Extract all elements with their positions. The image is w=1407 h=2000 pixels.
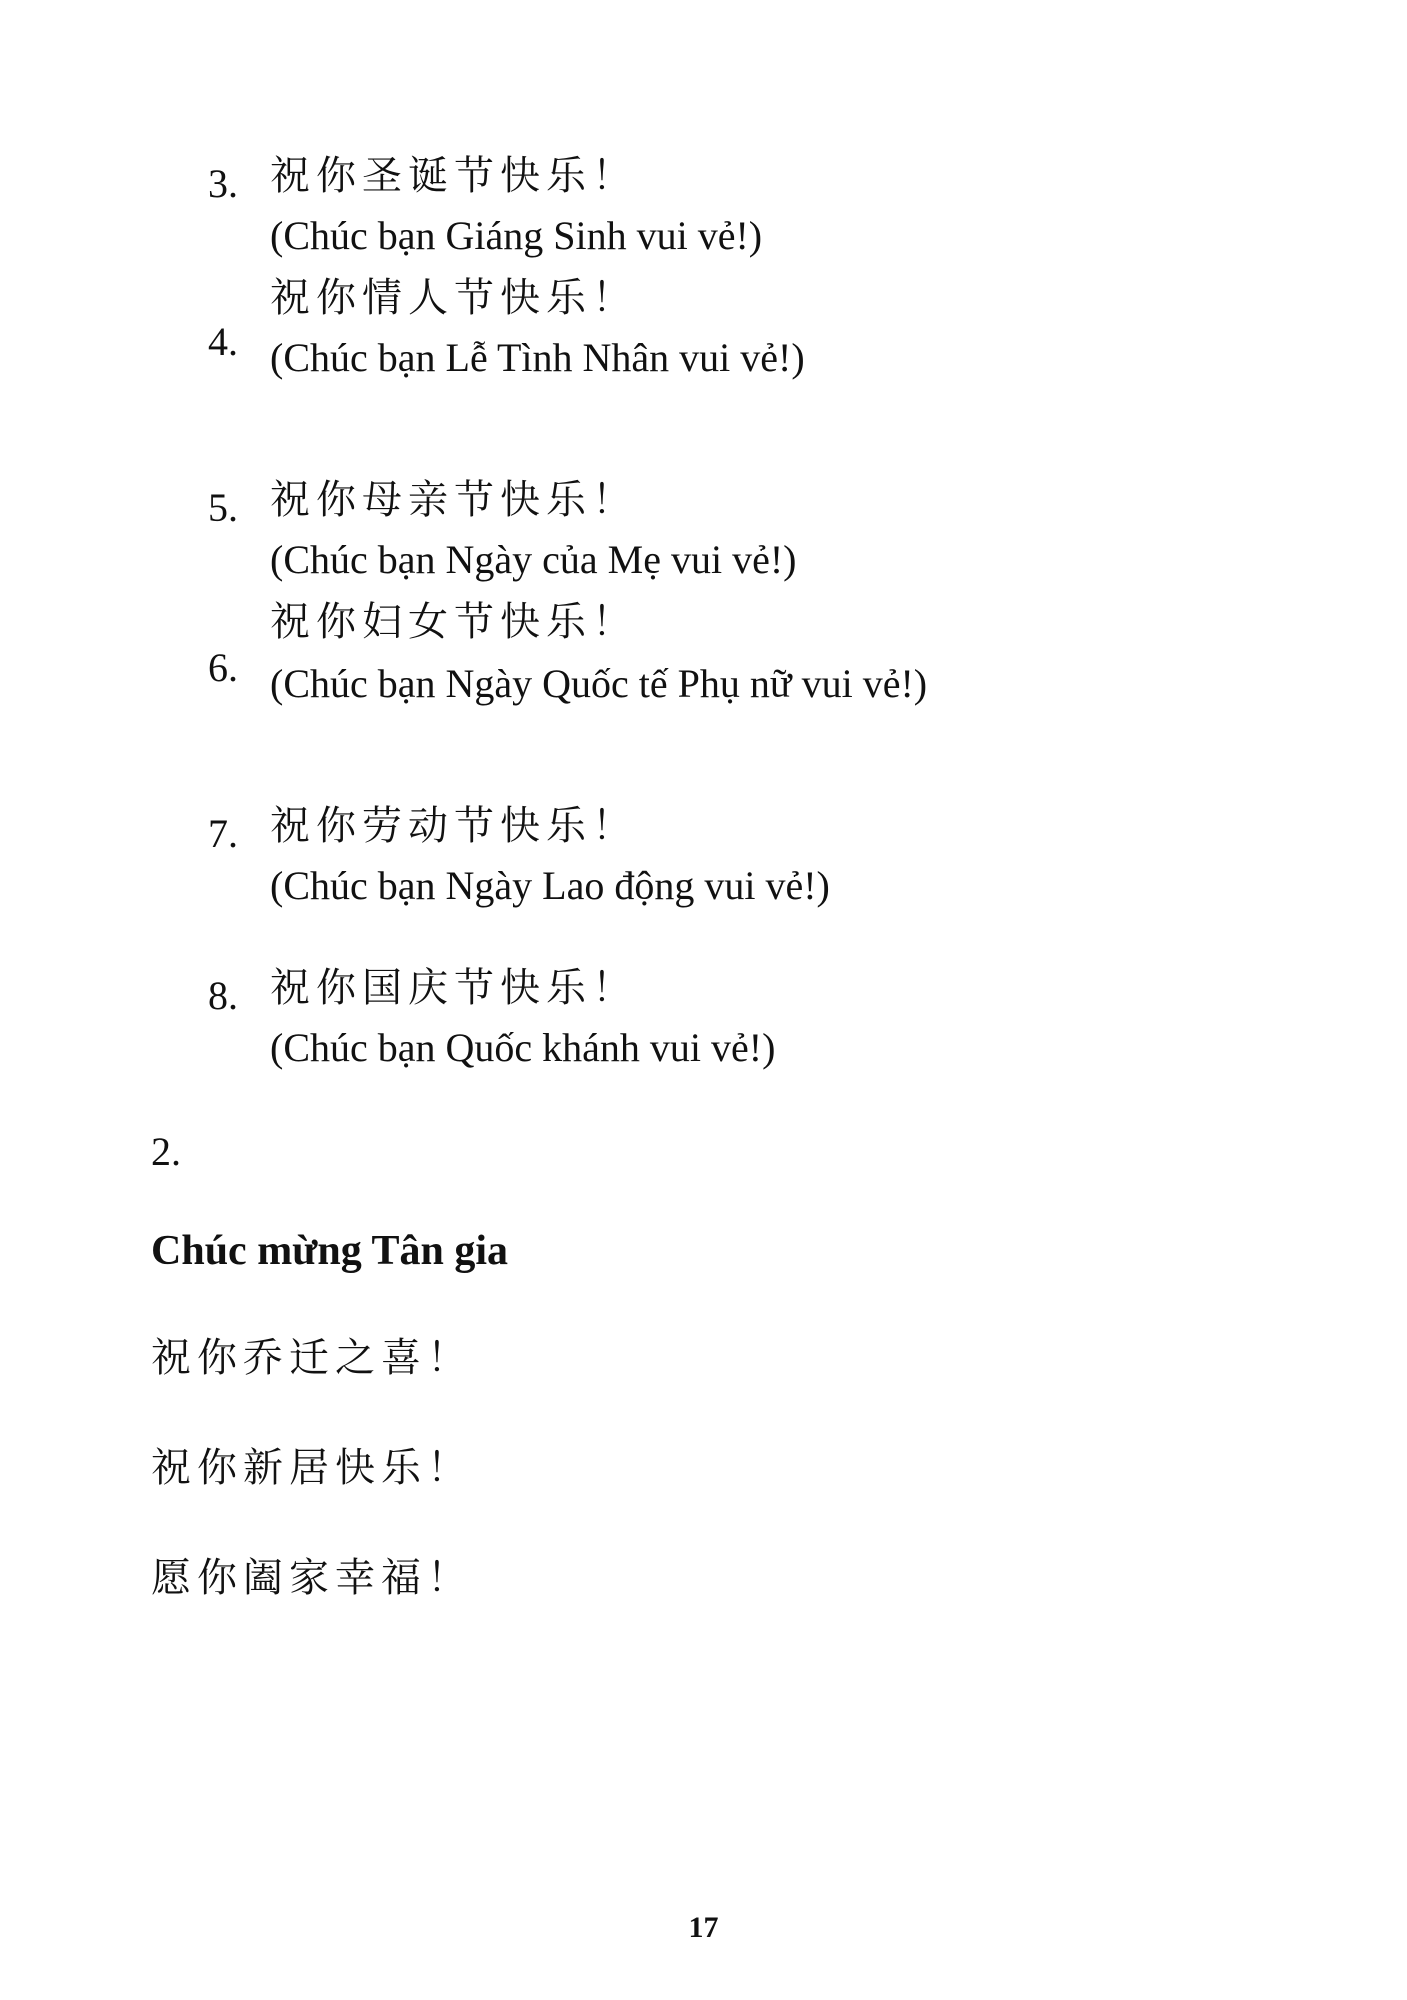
- item-vietnamese: (Chúc bạn Ngày Lao động vui vẻ!): [270, 863, 830, 908]
- item-number: 4.: [208, 319, 238, 364]
- wish-line: 愿你阖家幸福！: [151, 1555, 473, 1601]
- item-number: 6.: [208, 645, 238, 690]
- page-number: 17: [688, 1911, 719, 1944]
- item-number: 7.: [208, 811, 238, 856]
- item-number: 3.: [208, 161, 238, 206]
- item-chinese: 祝你圣诞节快乐！: [270, 153, 638, 199]
- item-number: 5.: [208, 485, 238, 530]
- item-vietnamese: (Chúc bạn Giáng Sinh vui vẻ!): [270, 213, 763, 258]
- item-vietnamese: (Chúc bạn Quốc khánh vui vẻ!): [270, 1025, 776, 1070]
- item-vietnamese: (Chúc bạn Ngày Quốc tế Phụ nữ vui vẻ!): [270, 661, 928, 706]
- section-number: 2.: [151, 1129, 181, 1174]
- item-number: 8.: [208, 973, 238, 1018]
- item-vietnamese: (Chúc bạn Lễ Tình Nhân vui vẻ!): [270, 335, 805, 380]
- item-chinese: 祝你劳动节快乐！: [270, 803, 638, 849]
- item-chinese: 祝你母亲节快乐！: [270, 477, 638, 523]
- item-chinese: 祝你国庆节快乐！: [270, 965, 638, 1011]
- item-chinese: 祝你妇女节快乐！: [270, 599, 638, 645]
- item-vietnamese: (Chúc bạn Ngày của Mẹ vui vẻ!): [270, 537, 797, 582]
- section-title: Chúc mừng Tân gia: [151, 1228, 509, 1274]
- item-chinese: 祝你情人节快乐！: [270, 275, 638, 321]
- wish-line: 祝你新居快乐！: [151, 1445, 473, 1491]
- wish-line: 祝你乔迁之喜！: [151, 1335, 473, 1381]
